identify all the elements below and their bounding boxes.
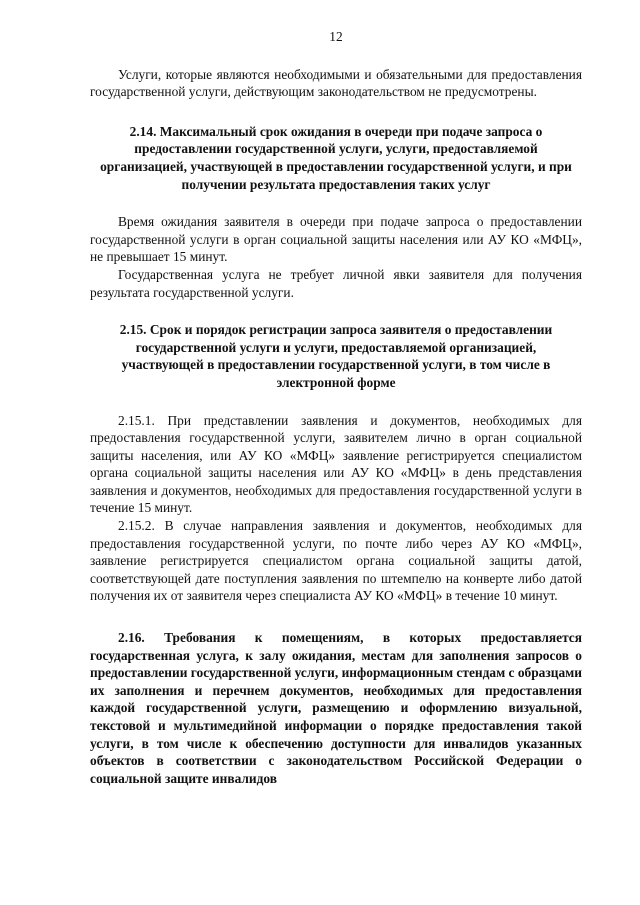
page-number: 12: [329, 29, 343, 44]
section-2-14-paragraph-2: Государственная услуга не требует личной явки заявителя для получения результата государственной услуги.: [90, 266, 582, 300]
section-2-15-paragraph-2: 2.15.2. В случае направления заявления и документов, необходимых для предоставления государственной услуги, по почте либо через АУ КО «МФЦ», заявление регистрируется специалистом органа социальной защиты датой, соответствующей дате поступления заявления по штемпелю на конверте либо датой получения их от заявителя через специалиста АУ КО «МФЦ» в течение 10 минут.: [90, 518, 582, 604]
section-2-15-paragraph-1: 2.15.1. При представлении заявления и документов, необходимых для предоставления государственной услуги, заявителем лично в орган социальной защиты населения, или АУ КО «МФЦ» заявление регистрируется специалистом органа социальной защиты населения или АУ КО «МФЦ» в день представления заявления и документов, необходимых для предоставления государственной услуги в течение 15 минут.: [90, 412, 582, 516]
section-2-14-heading: 2.14. Максимальный срок ожидания в очереди при подаче запроса о предоставлении государственной услуги, услуги, предоставляемой организацией, участвующей в предоставлении государственной услуги, и при получении результата предоставления таких услуг: [100, 123, 572, 192]
section-2-14-paragraph-1: Время ожидания заявителя в очереди при подаче запроса о предоставлении государственной услуги в орган социальной защиты населения или АУ КО «МФЦ», не превышает 15 минут.: [90, 214, 582, 265]
section-2-16-heading: 2.16. Требования к помещениям, в которых предоставляется государственная услуга, к залу ожидания, местам для заполнения запросов о предоставлении государственной услуги, информационным стендам с образцами их заполнения и перечнем документов, необходимых для предоставления каждой государственной услуги, размещению и оформлению визуальной, текстовой и мультимедийной информации о порядке предоставления такой услуги, в том числе к обеспечению доступности для инвалидов указанных объектов в соответствии с законодательством Российской Федерации о социальной защите инвалидов: [90, 630, 582, 786]
section-2-15-heading: 2.15. Срок и порядок регистрации запроса заявителя о предоставлении государственной услуги и услуги, предоставляемой организацией, участвующей в предоставлении государственной услуги, в том числе в электронной форме: [119, 322, 553, 390]
document-page: [90, 28, 582, 787]
intro-paragraph: Услуги, которые являются необходимыми и обязательными для предоставления государственной услуги, действующим законодательством не предусмотрены.: [90, 66, 582, 100]
